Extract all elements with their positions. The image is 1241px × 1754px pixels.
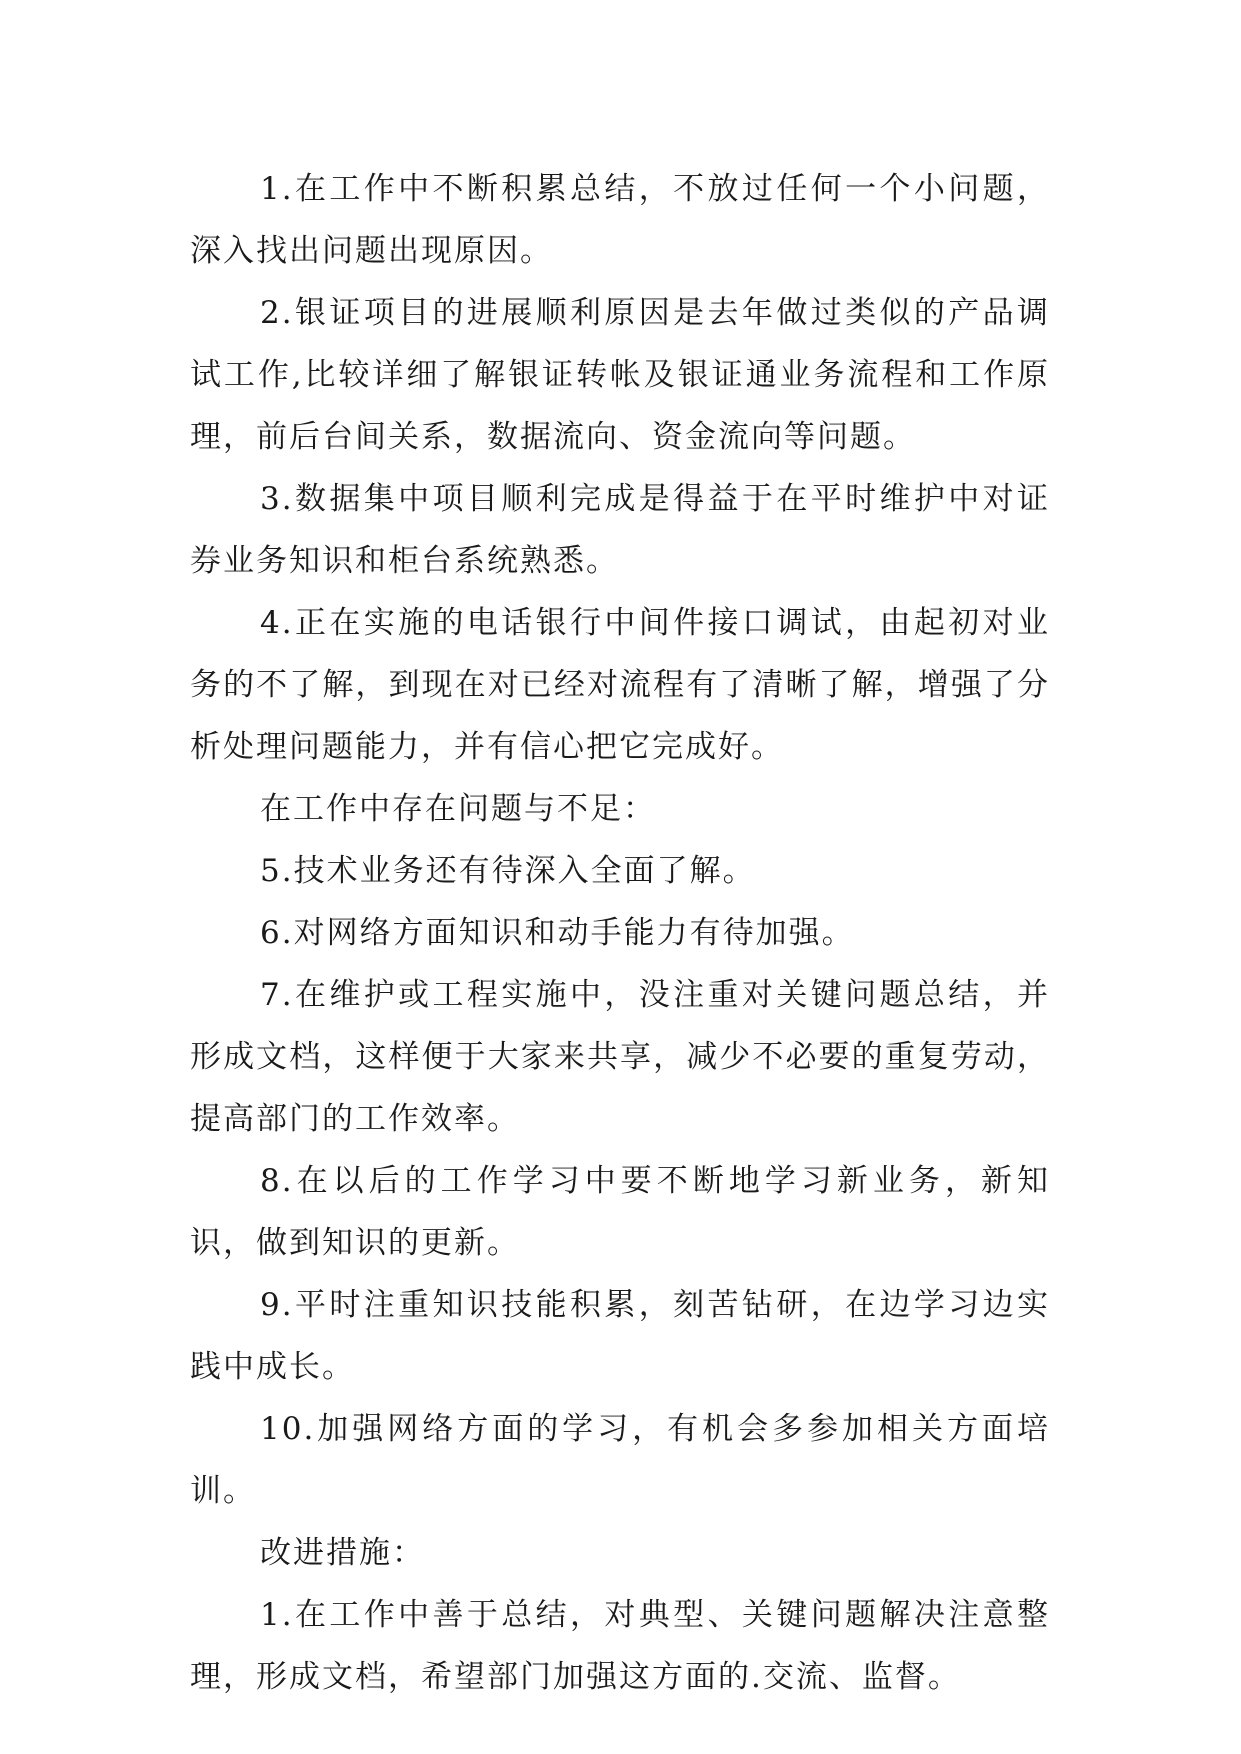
section-heading-improvements: 改进措施： [260, 1535, 425, 1571]
paragraph-item-10: 10.加强网络方面的学习，有机会多参加相关方面培训。 [190, 1411, 1050, 1509]
paragraph-item-7: 7.在维护或工程实施中，没注重对关键问题总结，并形成文档，这样便于大家来共享，减少不必要的重复劳动，提高部门的工作效率。 [190, 977, 1050, 1137]
paragraph-item-6: 6.对网络方面知识和动手能力有待加强。 [260, 915, 855, 951]
paragraph-item-3: 3.数据集中项目顺利完成是得益于在平时维护中对证券业务知识和柜台系统熟悉。 [190, 481, 1050, 579]
section-heading-problems: 在工作中存在问题与不足： [260, 791, 656, 827]
document-body [190, 158, 1050, 1708]
paragraph-improvement-1: 1.在工作中善于总结，对典型、关键问题解决注意整理，形成文档，希望部门加强这方面的.交流、监督。 [190, 1597, 1050, 1695]
paragraph-item-2: 2.银证项目的进展顺利原因是去年做过类似的产品调试工作,比较详细了解银证转帐及银证通业务流程和工作原理，前后台间关系，数据流向、资金流向等问题。 [190, 295, 1050, 455]
paragraph-item-8: 8.在以后的工作学习中要不断地学习新业务，新知识，做到知识的更新。 [190, 1163, 1050, 1261]
paragraph-item-1: 1.在工作中不断积累总结，不放过任何一个小问题，深入找出问题出现原因。 [190, 171, 1050, 269]
paragraph-item-4: 4.正在实施的电话银行中间件接口调试，由起初对业务的不了解，到现在对已经对流程有了清晰了解，增强了分析处理问题能力，并有信心把它完成好。 [190, 605, 1050, 765]
paragraph-item-9: 9.平时注重知识技能积累，刻苦钻研，在边学习边实践中成长。 [190, 1287, 1050, 1385]
paragraph-item-5: 5.技术业务还有待深入全面了解。 [260, 853, 756, 889]
